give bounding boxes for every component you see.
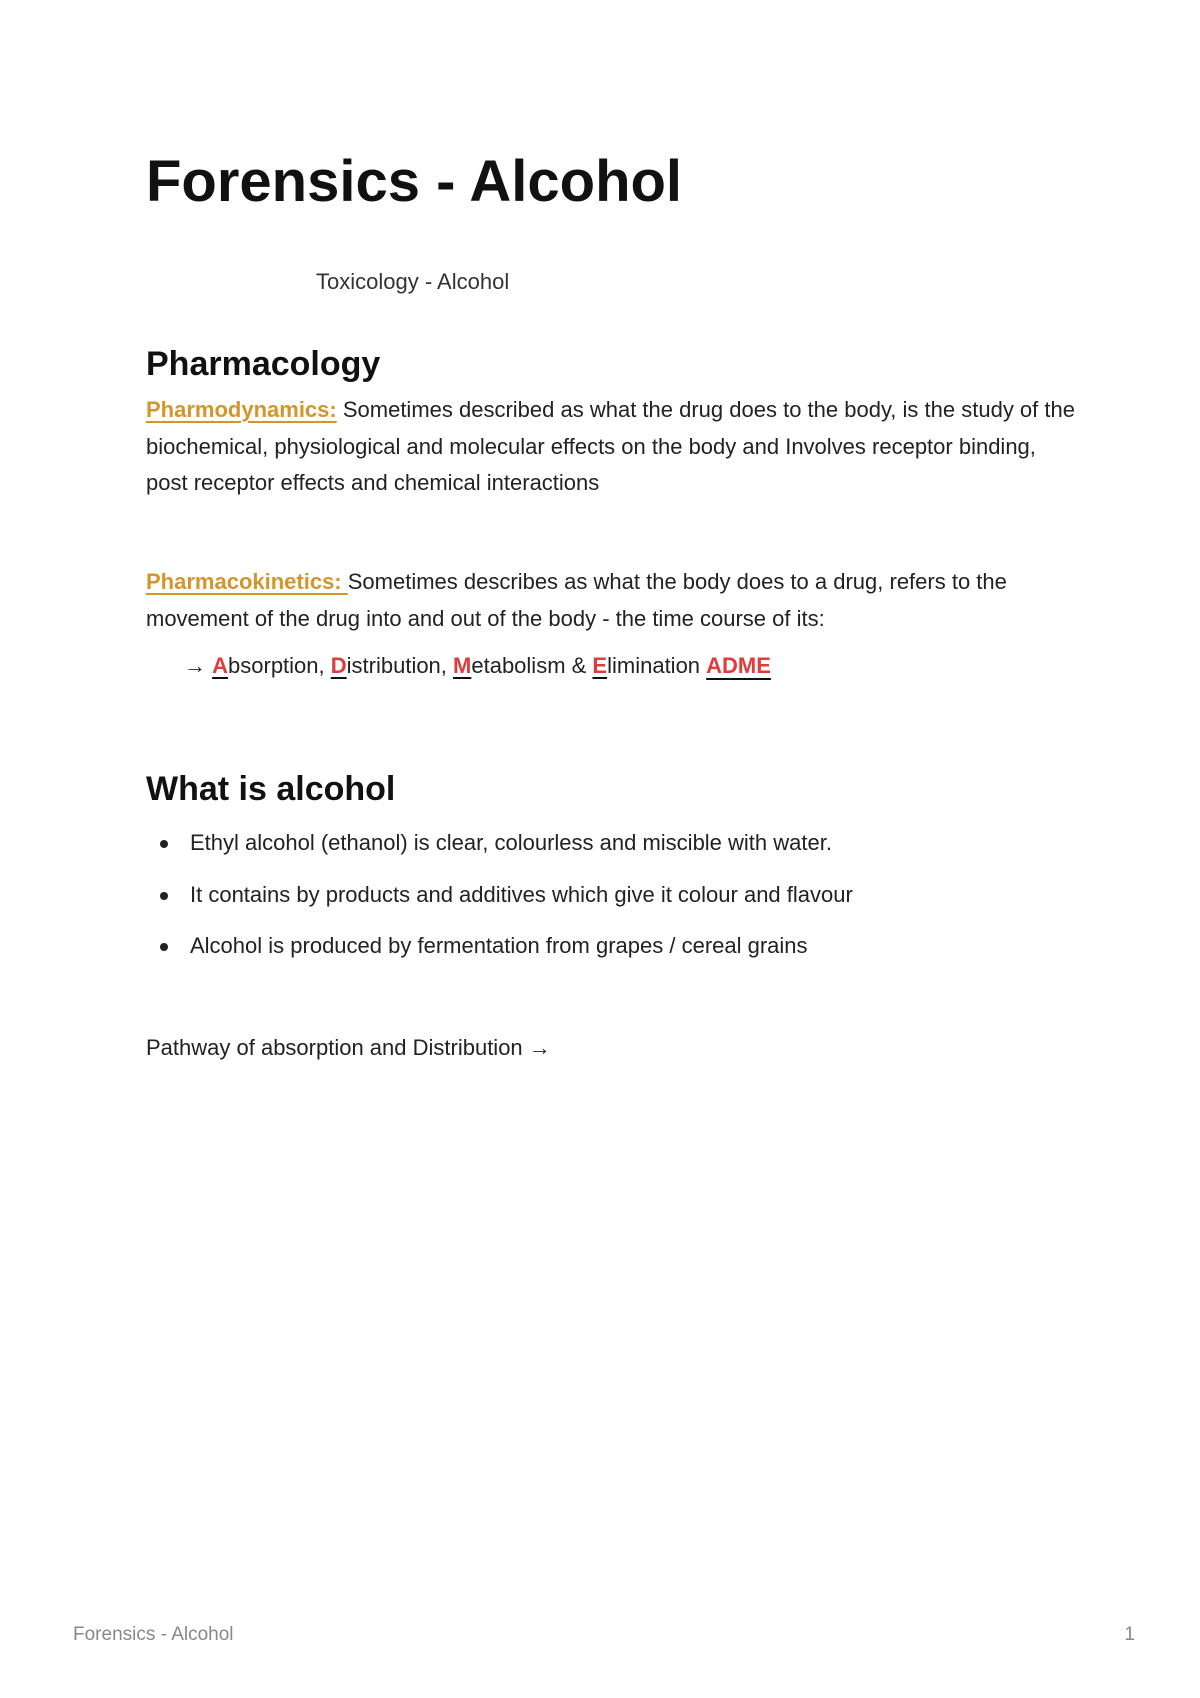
page-subtitle: Toxicology - Alcohol bbox=[316, 269, 510, 294]
list-item bbox=[146, 828, 853, 858]
list-item-text: Alcohol is produced by fermentation from grapes / cereal grains bbox=[190, 933, 808, 958]
page-title: Forensics - Alcohol bbox=[146, 149, 683, 214]
adme-metabolism-rest: etabolism & bbox=[471, 653, 593, 678]
list-item-text: Ethyl alcohol (ethanol) is clear, colourless and miscible with water. bbox=[190, 830, 832, 855]
bullet-icon bbox=[160, 943, 168, 951]
adme-elimination-rest: limination bbox=[607, 653, 707, 678]
adme-absorption-rest: bsorption, bbox=[228, 653, 331, 678]
alcohol-facts-list bbox=[146, 828, 853, 983]
adme-distribution-rest: istribution, bbox=[346, 653, 454, 678]
adme-letter-m: M bbox=[453, 653, 472, 678]
list-item-text: It contains by products and additives which give it colour and flavour bbox=[190, 881, 853, 907]
list-item bbox=[146, 880, 853, 910]
pathway-text: Pathway of absorption and Distribution → bbox=[146, 1035, 551, 1060]
list-item bbox=[146, 931, 853, 961]
adme-letter-e: E bbox=[592, 653, 608, 678]
pharmacodynamics-term: Pharmodynamics: bbox=[146, 397, 337, 422]
adme-line bbox=[184, 651, 771, 681]
bullet-icon bbox=[160, 892, 168, 900]
adme-letter-a: A bbox=[212, 653, 229, 678]
pharmacodynamics-text: Sometimes described as what the drug does to the body, is the study of the biochemical, physiological and molecular effects on the body and Involves receptor binding, post receptor effects and chemical interactions bbox=[146, 397, 1075, 495]
footer-page-number: 1 bbox=[1124, 1624, 1135, 1645]
pharmacokinetics-term: Pharmacokinetics: bbox=[146, 569, 348, 594]
arrow-icon: → bbox=[184, 653, 213, 678]
pharmacodynamics-paragraph bbox=[146, 392, 1076, 502]
what-is-alcohol-heading: What is alcohol bbox=[146, 770, 396, 808]
pharmacokinetics-text: Sometimes describes as what the body does to a drug, refers to the movement of the drug into and out of the body - the time course of its: bbox=[146, 569, 1007, 631]
pharmacology-heading: Pharmacology bbox=[146, 345, 381, 383]
footer-title: Forensics - Alcohol bbox=[73, 1624, 234, 1645]
adme-acronym: ADME bbox=[706, 653, 771, 678]
adme-letter-d: D bbox=[330, 653, 347, 678]
pharmacokinetics-paragraph bbox=[146, 564, 1076, 637]
bullet-icon bbox=[160, 840, 168, 848]
